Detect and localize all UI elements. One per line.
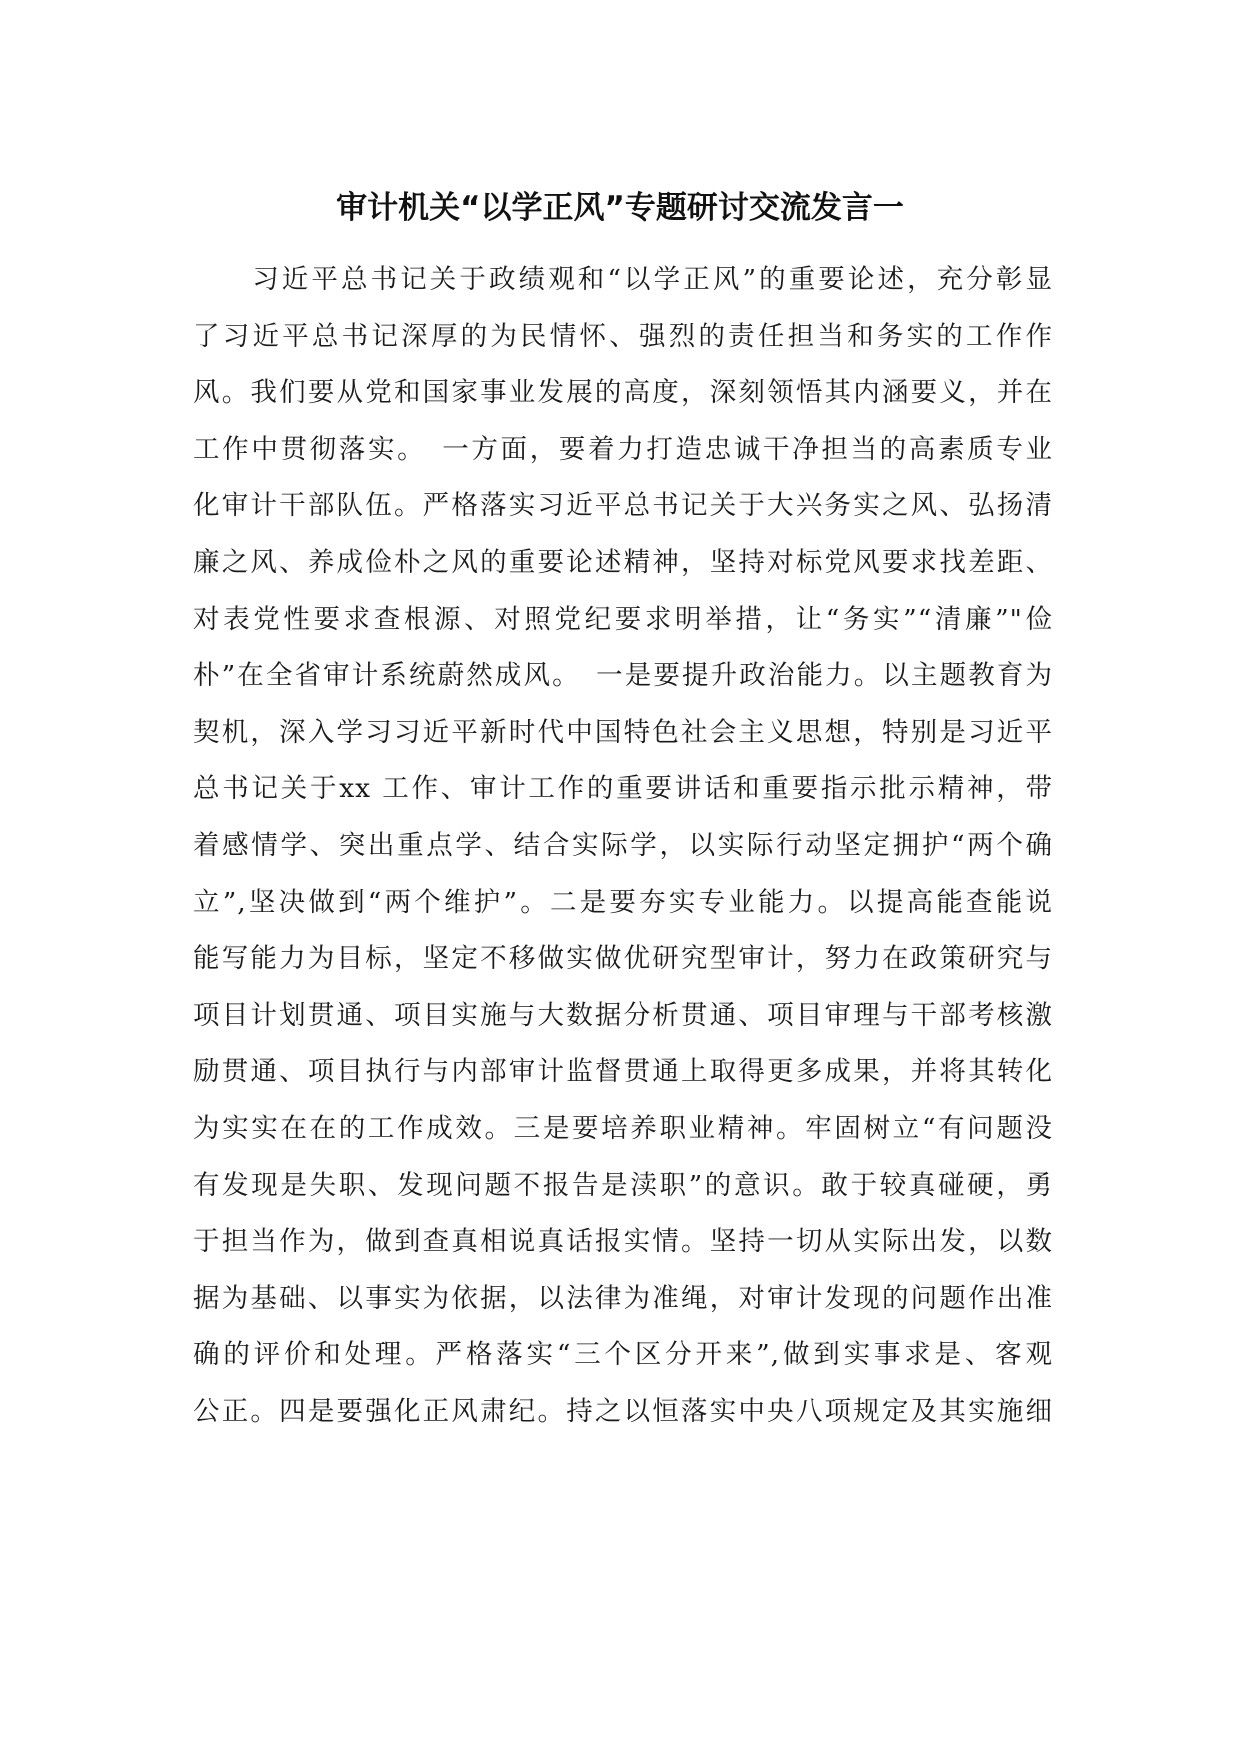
- document-title: 审计机关“以学正风”专题研讨交流发言一: [336, 190, 904, 226]
- body-line: 了习近平总书记深厚的为民情怀、强烈的责任担当和务实的工作作: [193, 320, 1053, 352]
- body-line: 廉之风、养成俭朴之风的重要论述精神，坚持对标党风要求找差距、: [193, 546, 1053, 578]
- body-line: 化审计干部队伍。严格落实习近平总书记关于大兴务实之风、弘扬清: [193, 490, 1053, 522]
- body-line: 总书记关于xx 工作、审计工作的重要讲话和重要指示批示精神，带: [193, 773, 1053, 805]
- body-line: 习近平总书记关于政绩观和“以学正风”的重要论述，充分彰显: [193, 264, 1053, 295]
- body-line: 风。我们要从党和国家事业发展的高度，深刻领悟其内涵要义，并在: [193, 377, 1053, 409]
- document-body: [193, 252, 1053, 1440]
- body-line: 能写能力为目标，坚定不移做实做优研究型审计，努力在政策研究与: [193, 943, 1053, 975]
- body-line: 项目计划贯通、项目实施与大数据分析贯通、项目审理与干部考核激: [193, 999, 1053, 1031]
- body-line: 朴”在全省审计系统蔚然成风。 一是要提升政治能力。以主题教育为: [193, 660, 1053, 692]
- body-line: 为实实在在的工作成效。三是要培养职业精神。牢固树立“有问题没: [193, 1112, 1053, 1144]
- body-line: 公正。四是要强化正风肃纪。持之以恒落实中央八项规定及其实施细: [193, 1395, 1053, 1427]
- body-line: 励贯通、项目执行与内部审计监督贯通上取得更多成果，并将其转化: [193, 1056, 1053, 1088]
- body-line: 契机，深入学习习近平新时代中国特色社会主义思想，特别是习近平: [193, 716, 1053, 748]
- body-line: 于担当作为，做到查真相说真话报实情。坚持一切从实际出发，以数: [193, 1226, 1053, 1258]
- body-line: 有发现是失职、发现问题不报告是渎职”的意识。敢于较真碰硬，勇: [193, 1169, 1053, 1201]
- body-line: 据为基础、以事实为依据，以法律为准绳，对审计发现的问题作出准: [193, 1282, 1053, 1314]
- body-line: 着感情学、突出重点学、结合实际学，以实际行动坚定拥护“两个确: [193, 829, 1053, 861]
- body-line: 立”,坚决做到“两个维护”。二是要夯实专业能力。以提高能查能说: [193, 886, 1053, 918]
- body-line: 工作中贯彻落实。 一方面，要着力打造忠诚干净担当的高素质专业: [193, 433, 1053, 465]
- body-line: 确的评价和处理。严格落实“三个区分开来”,做到实事求是、客观: [193, 1339, 1053, 1371]
- body-line: 对表党性要求查根源、对照党纪要求明举措，让“务实”“清廉”"俭: [193, 603, 1053, 635]
